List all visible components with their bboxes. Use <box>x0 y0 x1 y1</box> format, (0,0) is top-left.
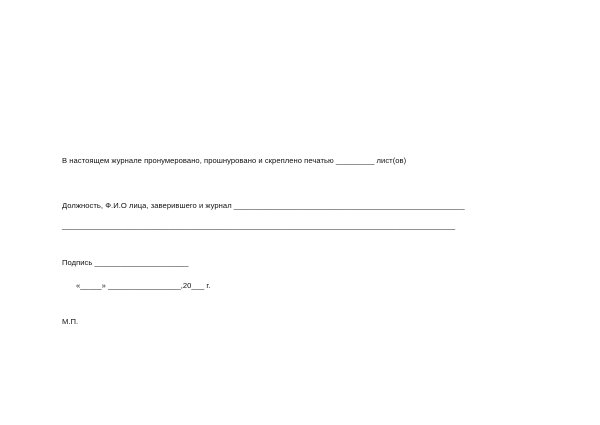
document-text-block <box>62 155 542 327</box>
date-line: «_____» _________________,20___ г. <box>76 281 211 290</box>
position-and-name-line: Должность, Ф.И.О лица, заверившего и журнал ______________________________________________________ <box>62 201 465 210</box>
seal-mark-line: М.П. <box>62 317 79 326</box>
signature-line: Подпись ______________________ <box>62 258 189 267</box>
position-and-name-continuation-line: ____________________________________________________________________________________________ <box>62 221 456 230</box>
certification-statement-line: В настоящем журнале пронумеровано, прошнуровано и скреплено печатью _________ лист(ов) <box>62 156 407 165</box>
